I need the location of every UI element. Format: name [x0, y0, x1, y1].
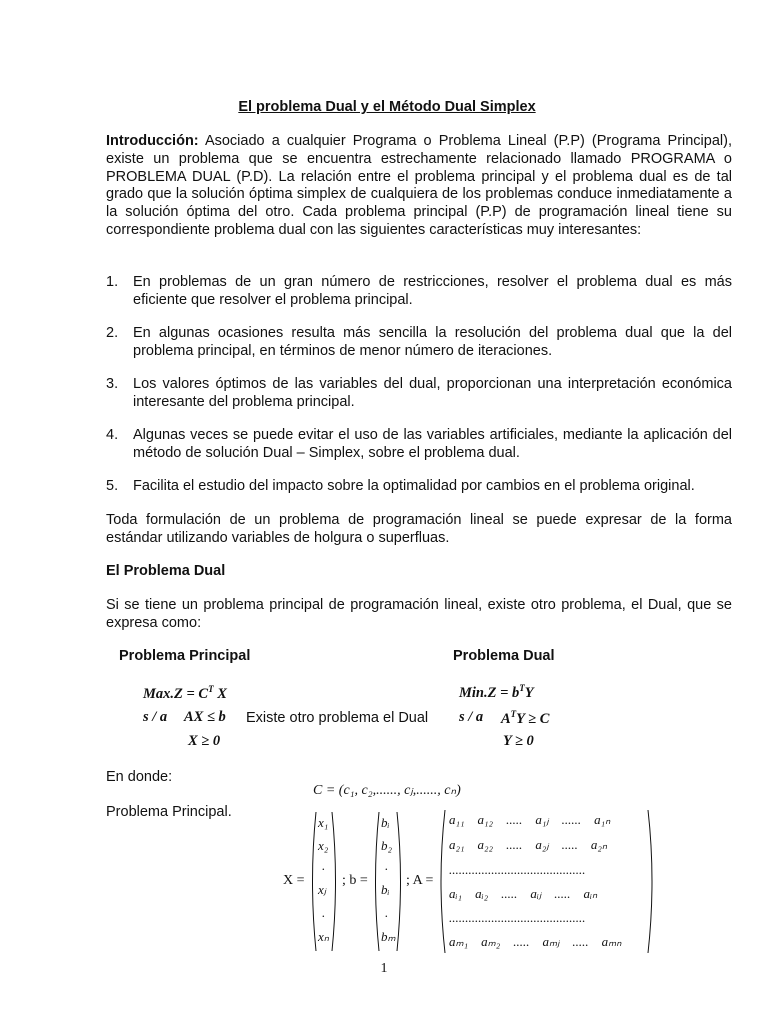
- dual-objective: $Min.Z = b^TY$: [459, 683, 534, 701]
- primal-objective: $Max.Z = C^T$ X: [143, 684, 227, 702]
- x-vector-entry: xₙ: [318, 929, 329, 944]
- a-matrix-row: ..........................................: [449, 862, 586, 877]
- list-item-number: 1.: [106, 274, 119, 290]
- intro-text: Asociado a cualquier Programa o Problema Lineal (P.P) (Programa Principal), existe un problema que se encuentra estrechamente relacionado llamado PROGRAMA o PROBLEMA DUAL (P.D). La relación entre el problema principal y el problema dual es de tal grado que la solución óptima simplex de cualquiera de los problemas conduce inmediatamente a la solución óptima del otro. Cada problema principal (P.P) de programación lineal tiene su correspondiente problema dual con las siguientes características muy interesantes:: [106, 133, 732, 238]
- list-item-text: Los valores óptimos de las variables del dual, proporcionan una interpretación económica interesante del problema principal.: [133, 376, 732, 410]
- list-item-text: Facilita el estudio del impacto sobre la optimalidad por cambios en el problema original.: [133, 478, 695, 494]
- x-vector-entry: .: [322, 905, 326, 920]
- a-matrix-brackets: [436, 808, 658, 955]
- a-matrix-row: a₁₁ a₁₂ ..... a₁ⱼ ...... a₁ₙ: [449, 812, 611, 827]
- intro-paragraph: [106, 133, 732, 240]
- b-vector-entry: .: [385, 905, 389, 920]
- dual-heading: Problema Dual: [453, 648, 555, 664]
- page-number: 1: [380, 961, 388, 976]
- dual-constraint: $A^TY \ge C$: [501, 709, 550, 727]
- list-item-number: 3.: [106, 376, 119, 392]
- x-label: X =: [283, 873, 305, 888]
- list-item-number: 4.: [106, 427, 119, 443]
- list-item-text: En algunas ocasiones resulta más sencilla la resolución del problema dual que la del problema principal, en términos de menor número de iteraciones.: [133, 325, 732, 359]
- section-heading: El Problema Dual: [106, 563, 226, 579]
- primal-constraint: AX ≤ b: [184, 709, 226, 725]
- b-vector-entry: bᵢ: [381, 882, 390, 897]
- en-donde-label: En donde:: [106, 769, 173, 785]
- primal-constraint-label: s / a: [143, 709, 168, 725]
- b-vector-entry: .: [385, 858, 389, 873]
- b-vector-entry: bₘ: [381, 929, 396, 944]
- dual-nonnegativity: Y ≥ 0: [503, 733, 534, 749]
- list-item-number: 5.: [106, 478, 119, 494]
- a-matrix-row: aₘ₁ aₘ₂ ..... aₘⱼ ..... aₘₙ: [449, 934, 622, 949]
- middle-text: Existe otro problema el Dual: [246, 710, 429, 726]
- x-vector-entry: x₁: [318, 815, 329, 830]
- list-item-number: 2.: [106, 325, 119, 341]
- dual-constraint-label: s / a: [459, 709, 484, 725]
- intro-label: Introducción:: [106, 133, 199, 149]
- b-label: ; b =: [342, 873, 368, 888]
- a-matrix-row: aᵢ₁ aᵢ₂ ..... aᵢⱼ ..... aᵢₙ: [449, 886, 598, 901]
- a-matrix-row: a₂₁ a₂₂ ..... a₂ⱼ ..... a₂ₙ: [449, 837, 608, 852]
- b-vector-entry: b₂: [381, 838, 393, 853]
- standard-form-paragraph: Toda formulación de un problema de programación lineal se puede expresar de la forma estándar utilizando variables de holgura o superfluas.: [106, 512, 732, 546]
- primal-heading: Problema Principal: [119, 648, 251, 664]
- x-vector-entry: xⱼ: [318, 882, 327, 897]
- page-title: El problema Dual y el Método Dual Simplex: [238, 99, 536, 115]
- x-vector-entry: x₂: [318, 838, 329, 853]
- b-vector-entry: bᵢ: [381, 815, 390, 830]
- a-matrix-row: ..........................................: [449, 910, 586, 925]
- section-paragraph: Si se tiene un problema principal de programación lineal, existe otro problema, el Dual, que se expresa como:: [106, 597, 732, 631]
- list-item-text: En problemas de un gran número de restricciones, resolver el problema dual es más eficiente que resolver el problema principal.: [133, 274, 732, 308]
- a-label: ; A =: [406, 873, 434, 888]
- problema-principal-label: Problema Principal.: [106, 804, 232, 820]
- c-vector: C = (c₁, c₂,......, cⱼ,......, cₙ): [313, 783, 461, 798]
- x-vector-entry: .: [322, 858, 326, 873]
- list-item-text: Algunas veces se puede evitar el uso de las variables artificiales, mediante la aplicación del método de solución Dual – Simplex, sobre el problema dual.: [133, 427, 732, 461]
- primal-nonnegativity: X ≥ 0: [188, 733, 221, 749]
